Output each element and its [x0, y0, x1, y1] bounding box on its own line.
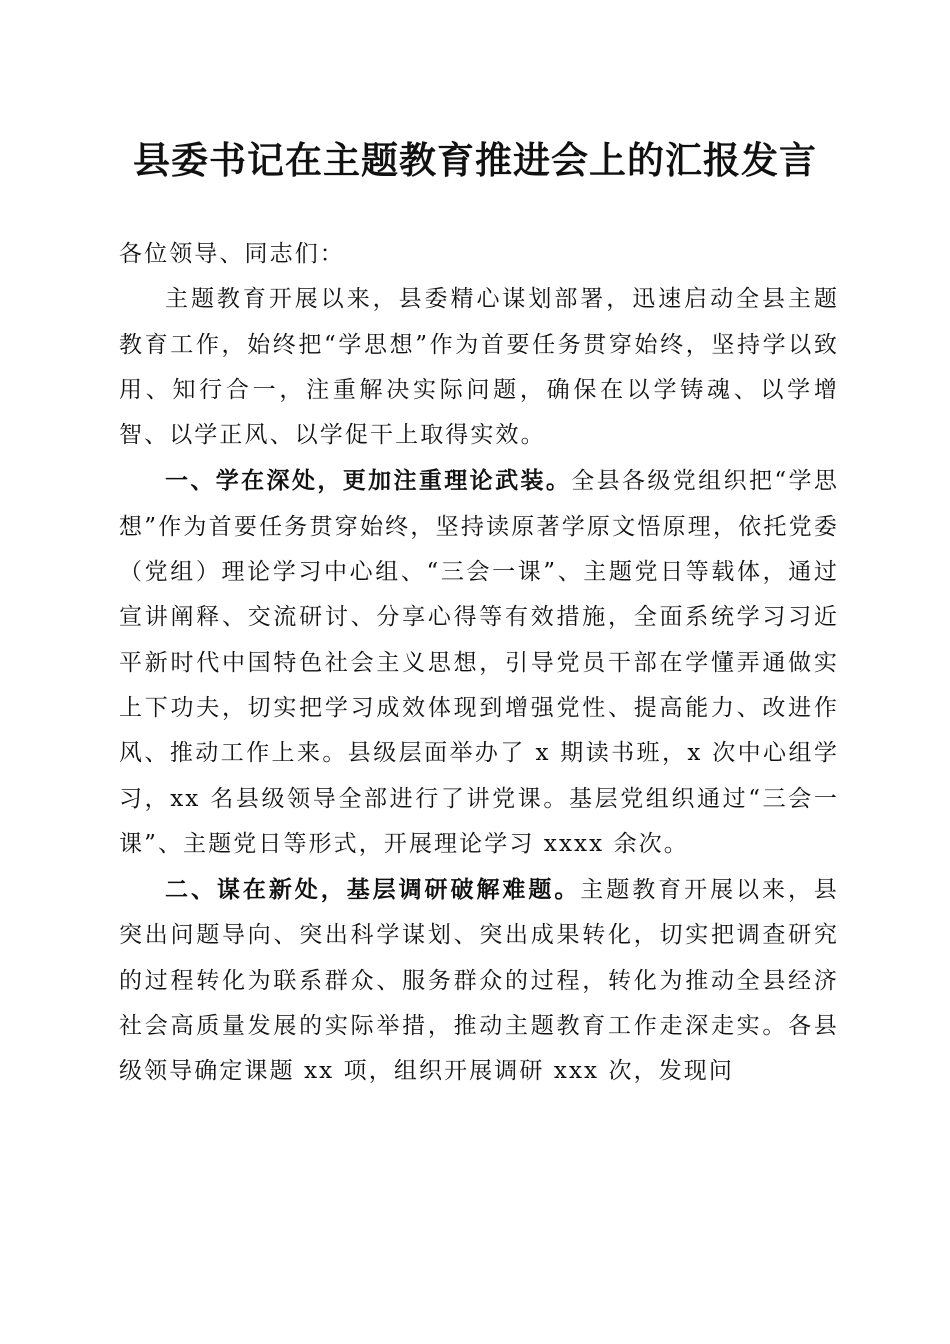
- salutation: 各位领导、同志们：: [119, 241, 345, 267]
- section-heading-1: 一、学在深处，更加注重理论武装。: [165, 467, 572, 495]
- section-paragraph-1: [119, 458, 839, 867]
- section-heading-2: 二、谋在新处，基层调研破解难题。: [165, 876, 581, 904]
- document-body: [119, 232, 839, 1095]
- section-paragraph-2: [119, 867, 839, 1094]
- document-title: 县委书记在主题教育推进会上的汇报发言: [133, 138, 817, 182]
- intro-paragraph: 主题教育开展以来，县委精心谋划部署，迅速启动全县主题教育工作，始终把“学思想”作为首要任务贯穿始终，坚持学以致用、知行合一，注重解决实际问题，确保在以学铸魂、以学增智、以学正风、以学促干上取得实效。: [119, 286, 839, 449]
- section-body-2: 主题教育开展以来，县突出问题导向、突出科学谋划、突出成果转化，切实把调查研究的过程转化为联系群众、服务群众的过程，转化为推动全县经济社会高质量发展的实际举措，推动主题教育工作走深走实。各县级领导确定课题 xx 项，组织开展调研 xxx 次，发现问: [119, 877, 839, 1085]
- section-body-1: 全县各级党组织把“学思想”作为首要任务贯穿始终，坚持读原著学原文悟原理，依托党委（党组）理论学习中心组、“三会一课”、主题党日等载体，通过宣讲阐释、交流研讨、分享心得等有效措施，全面系统学习习近平新时代中国特色社会主义思想，引导党员干部在学懂弄通做实上下功夫，切实把学习成效体现到增强党性、提高能力、改进作风、推动工作上来。县级层面举办了 x 期读书班，x 次中心组学习，xx 名县级领导全部进行了讲党课。基层党组织通过“三会一课”、主题党日等形式，开展理论学习 xxxx 余次。: [119, 468, 839, 857]
